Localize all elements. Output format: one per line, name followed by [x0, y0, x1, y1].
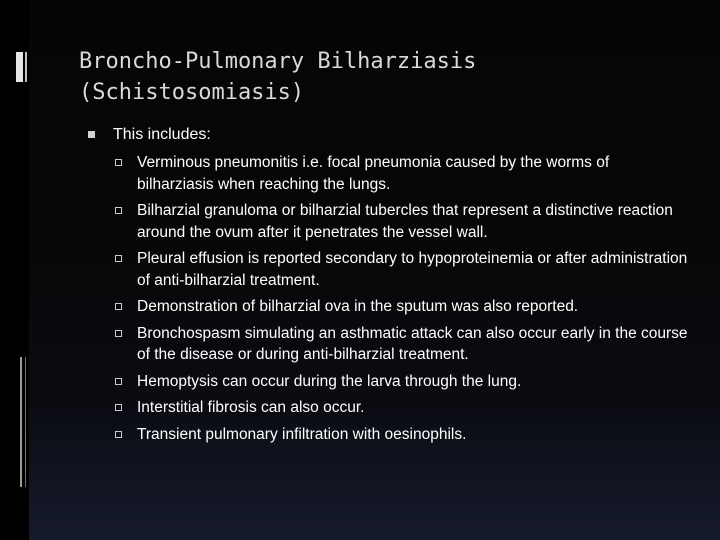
- hollow-square-bullet-icon: [115, 330, 122, 337]
- accent-bar-top: [16, 52, 23, 82]
- list-item-text: Interstitial fibrosis can also occur.: [137, 399, 365, 416]
- list-item: [88, 248, 688, 291]
- list-item: [88, 323, 688, 366]
- square-bullet-icon: [88, 131, 95, 138]
- list-item-text: Transient pulmonary infiltration with oesinophils.: [137, 425, 467, 443]
- list-item: [88, 296, 688, 318]
- list-item-text: Hemoptysis can occur during the larva through the lung.: [137, 372, 522, 390]
- list-item-text: Bronchospasm simulating an asthmatic attack can also occur early in the course of the disease or during anti-bilharzial treatment.: [137, 324, 688, 363]
- list-item: [88, 200, 688, 243]
- list-item: [88, 397, 688, 419]
- list-item-text: Demonstration of bilharzial ova in the sputum was also reported.: [137, 298, 579, 315]
- list-item: [88, 152, 688, 195]
- hollow-square-bullet-icon: [115, 159, 122, 166]
- hollow-square-bullet-icon: [115, 303, 122, 310]
- hollow-square-bullet-icon: [115, 207, 122, 214]
- slide-title-line-1: Broncho-Pulmonary Bilharziasis: [79, 49, 477, 74]
- hollow-square-bullet-icon: [115, 378, 122, 385]
- list-item-text: Bilharzial granuloma or bilharzial tubercles that represent a distinctive reaction around the ovum after it penetrates the vessel wall.: [137, 202, 673, 241]
- accent-line-bottom: [20, 357, 22, 487]
- hollow-square-bullet-icon: [115, 431, 122, 438]
- sub-bullet-list: [88, 152, 688, 450]
- list-item-text: Verminous pneumonitis i.e. focal pneumonia caused by the worms of bilharziasis when reaching the lungs.: [137, 154, 610, 193]
- hollow-square-bullet-icon: [115, 255, 122, 262]
- slide-title-line-2: (Schistosomiasis): [79, 80, 305, 105]
- intro-item: [88, 124, 688, 145]
- list-item-text: Pleural effusion is reported secondary to hypoproteinemia or after administration of anti-bilharzial treatment.: [137, 250, 688, 289]
- bullet-list: [88, 124, 688, 148]
- accent-line-bottom-thin: [25, 357, 26, 487]
- hollow-square-bullet-icon: [115, 404, 122, 411]
- list-item: [88, 424, 688, 446]
- intro-text: This includes:: [113, 126, 211, 143]
- accent-line-top: [25, 52, 27, 82]
- slide-title: [79, 46, 689, 108]
- list-item: [88, 371, 688, 393]
